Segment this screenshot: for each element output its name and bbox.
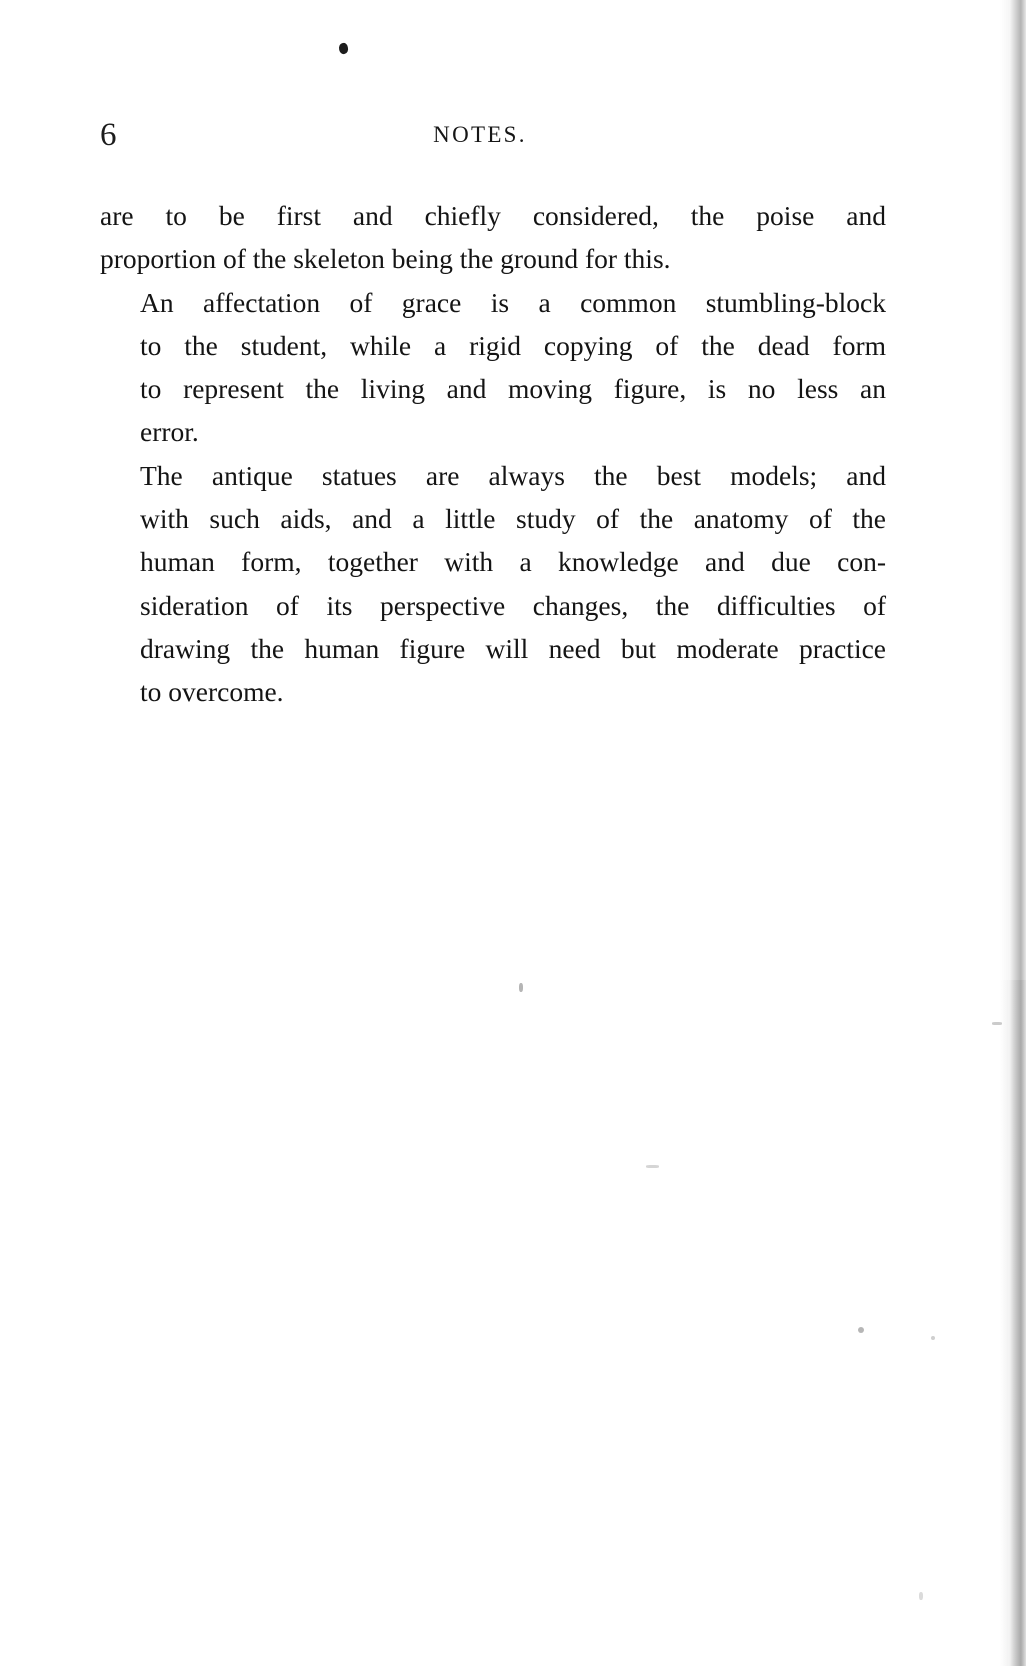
text-line: with such aids, and a little study of the anatomy of the [140, 503, 886, 535]
running-head [100, 113, 886, 157]
dust-speck-icon [519, 983, 523, 992]
text-line: proportion of the skeleton being the ground for this. [100, 243, 671, 275]
paragraph-antique-statues [100, 454, 886, 714]
scan-edge-shadow-lower [1000, 980, 1026, 1666]
text-line: human form, together with a knowledge and due con- [140, 546, 886, 578]
text-line: The antique statues are always the best models; and [140, 459, 886, 491]
running-head-title: NOTES. [433, 122, 527, 147]
dust-speck-icon [931, 1336, 935, 1340]
ink-speck-icon [338, 42, 349, 55]
dust-speck-icon [858, 1327, 864, 1333]
text-line: error. [140, 416, 199, 448]
text-line: to represent the living and moving figure, is no less an [140, 373, 886, 405]
text-line: drawing the human figure will need but moderate practice [140, 632, 886, 664]
text-line: An affectation of grace is a common stumbling-block [140, 286, 886, 318]
paragraph-continued [100, 194, 886, 281]
text-line: to the student, while a rigid copying of the dead form [140, 329, 886, 361]
paragraph-affectation [100, 281, 886, 454]
dust-speck-icon [646, 1165, 659, 1168]
page-number: 6 [100, 117, 117, 153]
scan-edge-shadow [1000, 0, 1026, 1666]
text-line: sideration of its perspective changes, the difficulties of [140, 589, 886, 621]
dust-speck-icon [992, 1022, 1002, 1025]
body-textblock [100, 194, 886, 714]
text-line: to overcome. [140, 676, 284, 708]
dust-speck-icon [919, 1592, 923, 1600]
text-line: are to be first and chiefly considered, the poise and [100, 200, 886, 231]
